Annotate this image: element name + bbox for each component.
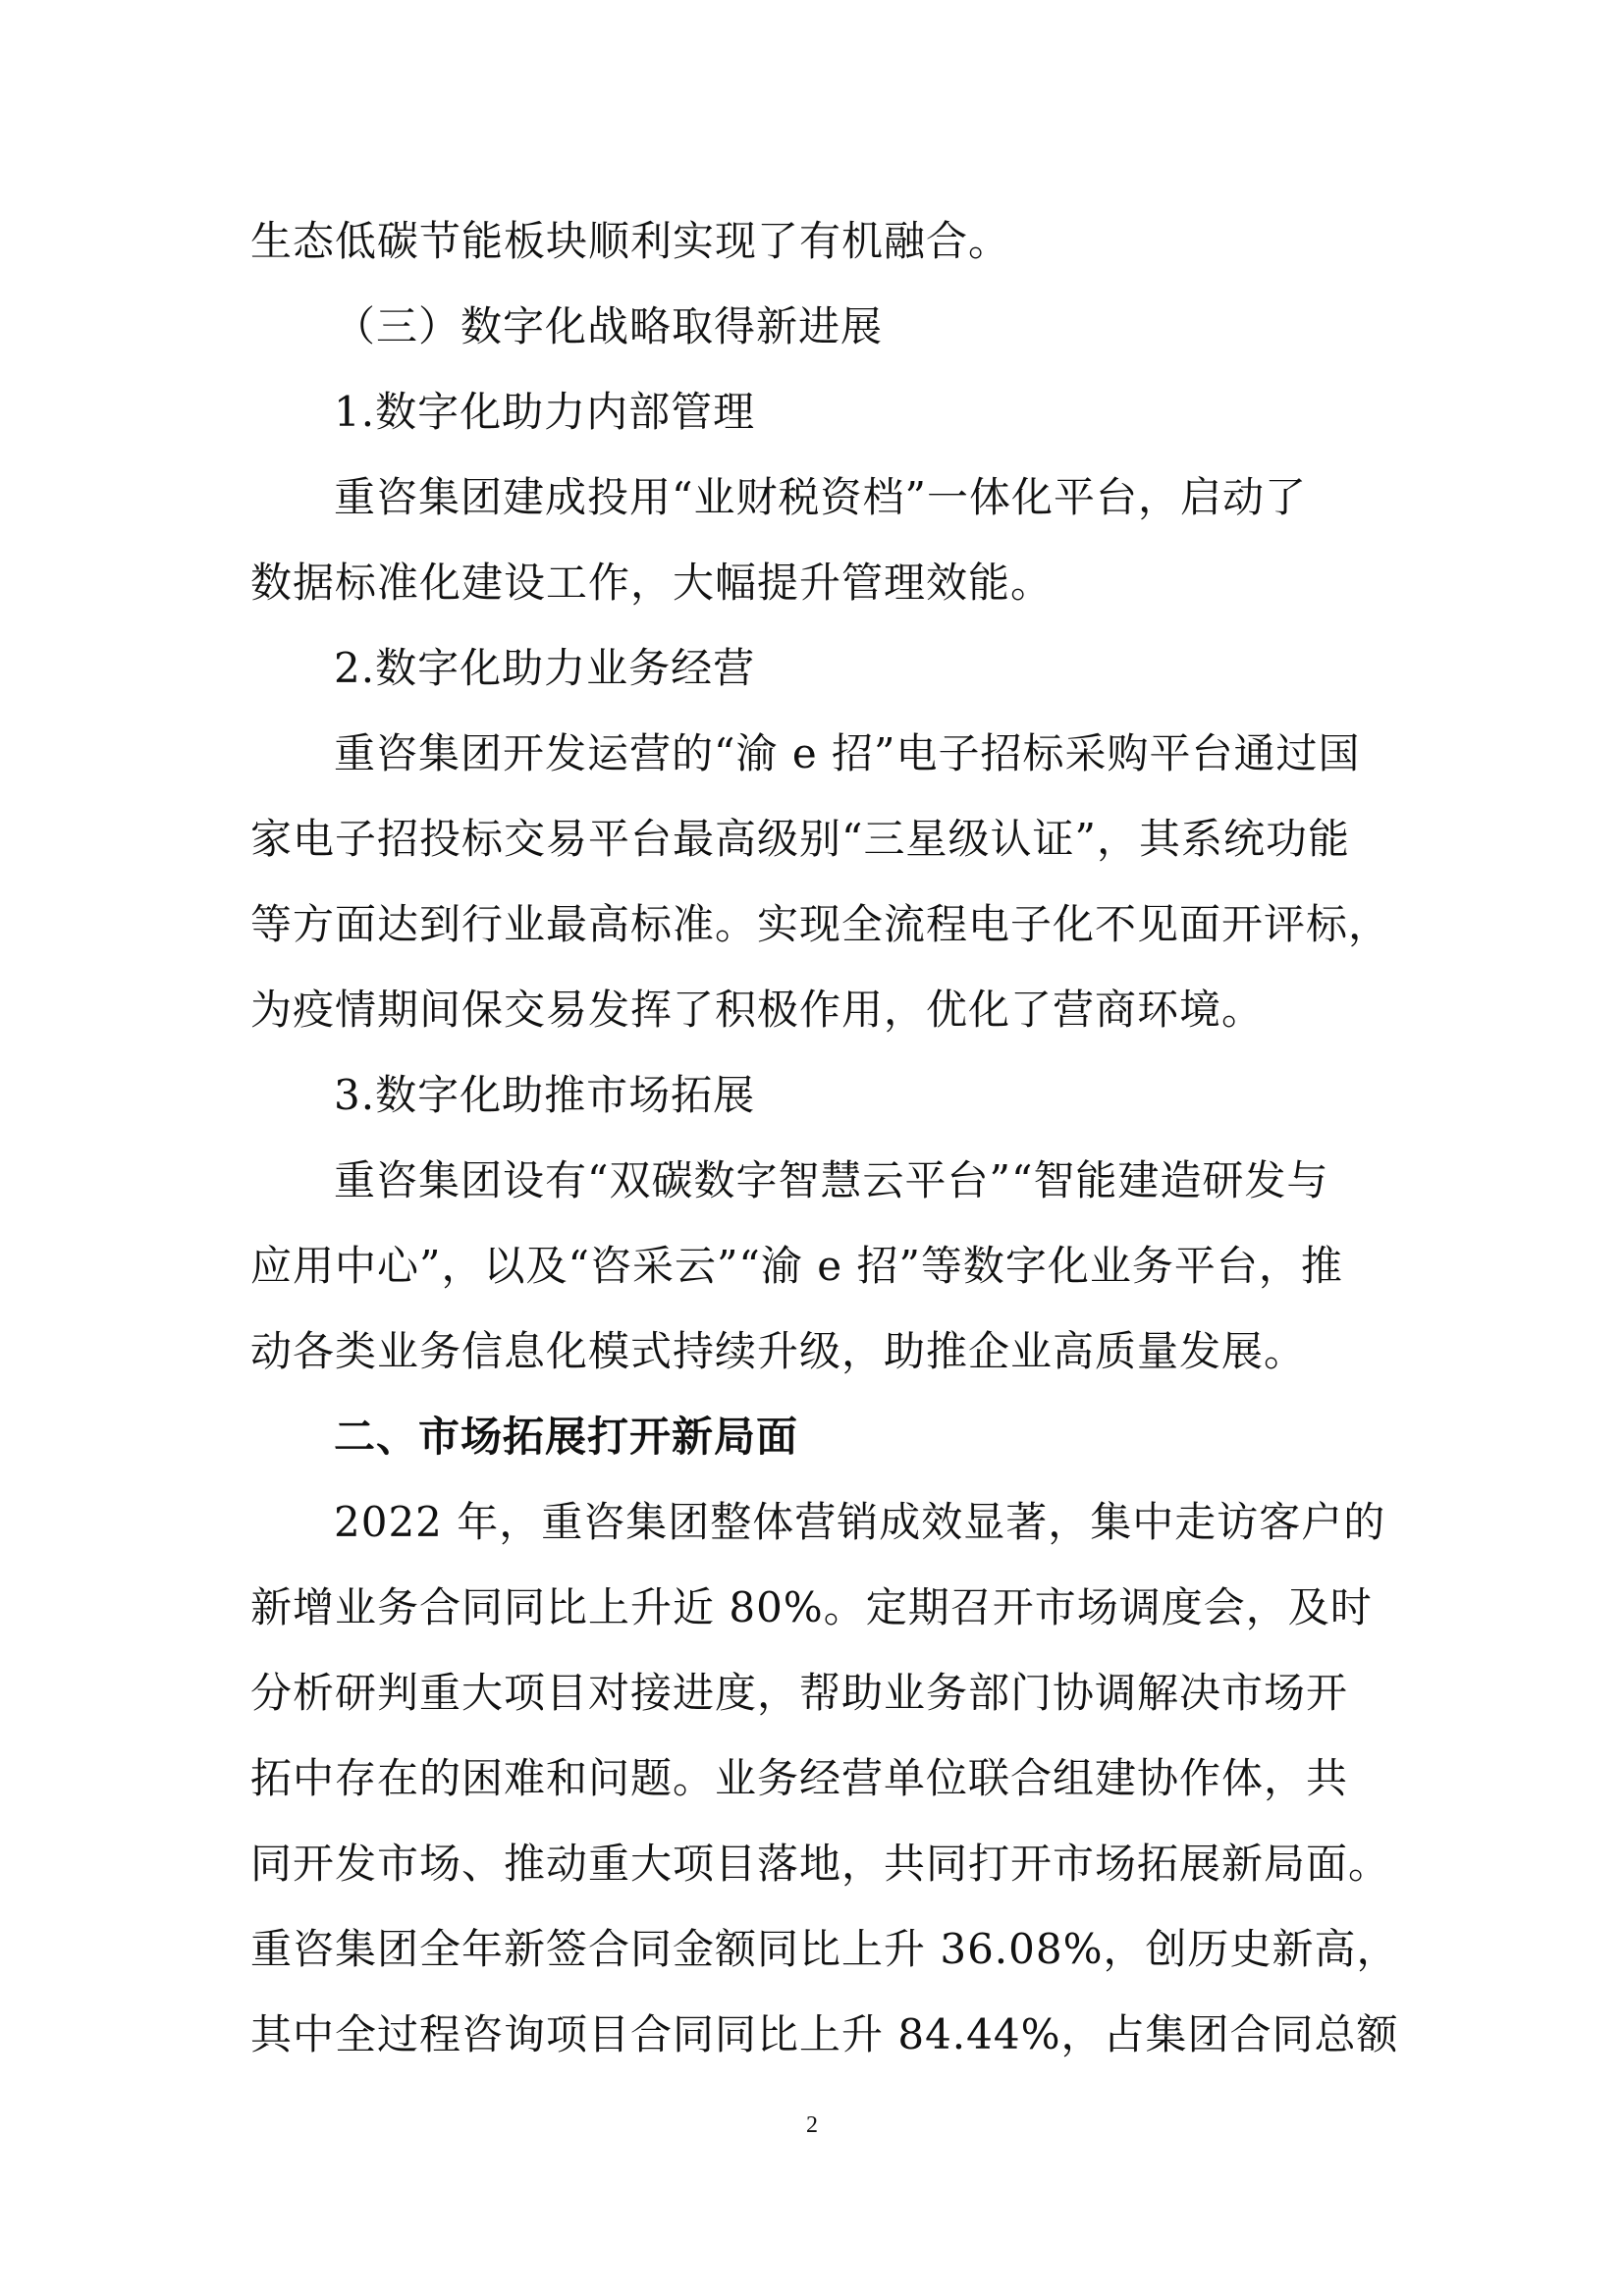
- subsection-heading: 1.数字化助力内部管理: [334, 388, 756, 436]
- body-text-line: 重咨集团设有“双碳数字智慧云平台”“智能建造研发与: [334, 1156, 1329, 1204]
- body-text-line: 为疫情期间保交易发挥了积极作用，优化了营商环境。: [250, 986, 1265, 1034]
- subsection-heading: 2.数字化助力业务经营: [334, 644, 756, 692]
- body-text-line: 拓中存在的困难和问题。业务经营单位联合组建协作体，共: [250, 1754, 1349, 1802]
- subsection-heading: 3.数字化助推市场拓展: [334, 1071, 756, 1119]
- page-number: 2: [806, 2112, 818, 2138]
- body-text-line: 等方面达到行业最高标准。实现全流程电子化不见面开评标，: [250, 900, 1391, 948]
- body-text-line: 新增业务合同同比上升近 80%。定期召开市场调度会，及时: [250, 1583, 1373, 1631]
- body-text-line: 应用中心”，以及“咨采云”“渝 e 招”等数字化业务平台，推: [250, 1242, 1343, 1290]
- section-heading-bold: 二、市场拓展打开新局面: [334, 1413, 799, 1461]
- body-text-line: 生态低碳节能板块顺利实现了有机融合。: [250, 217, 1011, 265]
- body-text-line: 重咨集团建成投用“业财税资档”一体化平台，启动了: [334, 473, 1307, 521]
- section-heading: （三）数字化战略取得新进展: [334, 302, 884, 350]
- body-text-line: 重咨集团全年新签合同金额同比上升 36.08%，创历史新高，: [250, 1925, 1399, 1973]
- body-text-line: 家电子招投标交易平台最高级别“三星级认证”，其系统功能: [250, 815, 1350, 863]
- body-text-line: 2022 年，重咨集团整体营销成效显著，集中走访客户的: [334, 1498, 1386, 1546]
- body-text-line: 动各类业务信息化模式持续升级，助推企业高质量发展。: [250, 1327, 1307, 1375]
- body-text-line: 重咨集团开发运营的“渝 e 招”电子招标采购平台通过国: [334, 729, 1361, 777]
- body-text-line: 分析研判重大项目对接进度，帮助业务部门协调解决市场开: [250, 1669, 1349, 1717]
- body-text-line: 数据标准化建设工作，大幅提升管理效能。: [250, 559, 1054, 607]
- body-text-line: 其中全过程咨询项目合同同比上升 84.44%，占集团合同总额: [250, 2010, 1399, 2058]
- body-text-line: 同开发市场、推动重大项目落地，共同打开市场拓展新局面。: [250, 1840, 1391, 1888]
